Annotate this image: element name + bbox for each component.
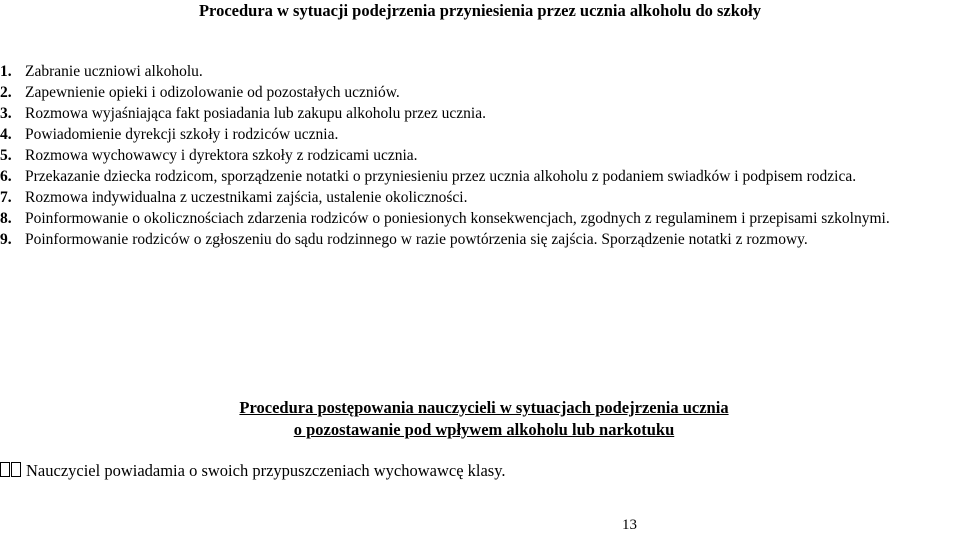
step-text: Rozmowa wychowawcy i dyrektora szkoły z rodzicami ucznia. [25,147,418,164]
bullet-text: Nauczyciel powiadamia o swoich przypuszczeniach wychowawcę klasy. [26,461,506,480]
step-number: 5. [0,147,12,164]
step-number: 1. [0,63,12,80]
section-title-line-1: Procedura postępowania nauczycieli w sytuacjach podejrzenia ucznia [239,398,729,417]
missing-glyph-icon [0,462,10,477]
step-number: 4. [0,126,12,143]
procedure-title: Procedura w sytuacji podejrzenia przyniesienia przez ucznia alkoholu do szkoły [198,1,762,20]
step-text: Poinformowanie rodziców o zgłoszeniu do sądu rodzinnego w razie powtórzenia się zajścia. Sporządzenie notatki z rozmowy. [25,231,808,248]
step-number: 8. [0,210,12,227]
bullet-item [0,460,940,482]
list-item [0,61,960,82]
list-item [0,103,960,124]
list-item [0,145,960,166]
step-text: Przekazanie dziecka rodzicom, sporządzenie notatki o przyniesieniu przez ucznia alkoholu z podaniem swiadków i podpisem rodzica. [25,168,857,185]
procedure-steps-list [0,61,960,250]
list-item [0,124,960,145]
list-item [0,82,960,103]
step-text: Poinformowanie o okolicznościach zdarzenia rodziców o poniesionych konsekwencjach, zgodnych z regulaminem i przepisami szkolnymi. [25,210,890,227]
step-number: 2. [0,84,12,101]
section-title [0,397,960,441]
step-number: 9. [0,231,12,248]
list-item [0,229,960,250]
step-number: 7. [0,189,12,206]
step-text: Rozmowa indywidualna z uczestnikami zajścia, ustalenie okoliczności. [25,189,468,206]
step-text: Powiadomienie dyrekcji szkoły i rodziców ucznia. [25,126,339,143]
step-text: Rozmowa wyjaśniająca fakt posiadania lub zakupu alkoholu przez ucznia. [25,105,486,122]
missing-glyph-icon [11,462,21,477]
list-item [0,187,960,208]
step-text: Zapewnienie opieki i odizolowanie od pozostałych uczniów. [25,84,400,101]
section-title-line-2: o pozostawanie pod wpływem alkoholu lub narkotuku [293,420,675,439]
step-text: Zabranie uczniowi alkoholu. [25,63,203,80]
list-item [0,166,960,187]
step-number: 3. [0,105,12,122]
list-item [0,208,960,229]
step-number: 6. [0,168,12,185]
page-number: 13 [622,517,637,533]
